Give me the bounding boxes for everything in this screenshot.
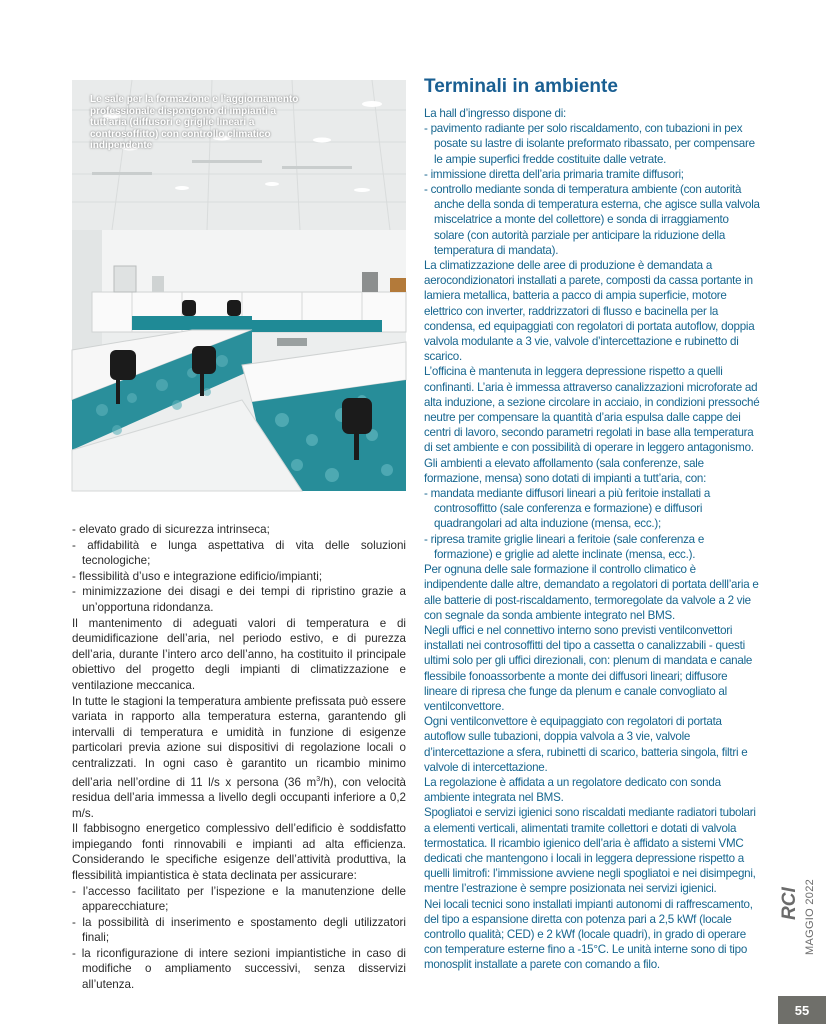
list-item: - flessibilità d’uso e integrazione edificio/impianti; — [72, 569, 406, 585]
list-item: - l’accesso facilitato per l’ispezione e la manutenzione delle apparecchiature; — [72, 884, 406, 915]
hall-list — [424, 121, 760, 258]
list-item: - ripresa tramite griglie lineari a feritoie (sale conferenza e formazione) e griglie ad alette inclinate (mensa, ecc.). — [424, 532, 760, 562]
list-item: - immissione diretta dell’aria primaria tramite diffusori; — [424, 167, 760, 182]
paragraph: Il mantenimento di adeguati valori di temperatura e di deumidificazione dell’aria, nel periodo estivo, e di purezza dell’aria, durante l’intero arco dell’anno, ha costituito il principale obiettivo del progetto degli impianti di climatizzazione e ventilazione meccanica. — [72, 616, 406, 692]
affollamento-list — [424, 486, 760, 562]
paragraph: Negli uffici e nel connettivo interno sono previsti ventilconvettori installati nei controsoffitti del tipo a cassetta o canalizzabili - questi ultimi solo per gli uffici direzionali, con: plenum di mandata e canale flessibile fonoassorbente a monte dei diffusori lineari; diffusore lineare di ripresa che funge da plenum e canale convogliato al ventilconvettore. — [424, 623, 753, 713]
magazine-logo: RCI — [779, 887, 800, 920]
paragraph: Gli ambienti a elevato affollamento (sala conferenze, sale formazione, mensa) sono dotati di impianti a tutt’aria, con: — [424, 456, 707, 485]
list-item: - pavimento radiante per solo riscaldamento, con tubazioni in pex posate su lastre di isolante preformato ribassato, per compensare le ampie superfici fredde costituite dalle vetrate. — [424, 121, 760, 167]
section-title: Terminali in ambiente — [424, 76, 618, 97]
requirements-list — [72, 522, 406, 616]
list-item: - mandata mediante diffusori lineari a più feritoie installati a controsoffitto (sale conferenza e formazione) e diffusori quadrangolari ad alta induzione (mensa, ecc.); — [424, 486, 760, 532]
paragraph: In tutte le stagioni la temperatura ambiente prefissata può essere variata in rapporto alla temperatura esterna, garantendo gli intervalli di temperatura e umidità in funzione di esigenze particolari previa azione sui dispositivi di regolazione locali o centralizzati. In ogni caso è garantito un ricambio minimo dell’aria nell’ordine di 11 l/s x persona (36 $m^3/h$), con velocità residua dell’aria immessa a livello degli occupanti inferiore a 0,2 m/s. — [72, 694, 406, 820]
page-number: 55 — [794, 1003, 810, 1018]
issue-date: MAGGIO 2022 — [804, 878, 816, 955]
list-item: - minimizzazione dei disagi e dei tempi di ripristino grazie a un’opportuna ridondanza. — [72, 584, 406, 615]
paragraph: La hall d’ingresso dispone di: — [424, 107, 567, 120]
paragraph: Il fabbisogno energetico complessivo dell’edificio è soddisfatto impiegando fonti rinnovabili e impianti ad alta efficienza. Considerando le specifiche esigenze dell’attività produttiva, la flessibilità impiantistica è stata declinata per assicurare: — [72, 822, 406, 882]
paragraph: Ogni ventilconvettore è equipaggiato con regolatori di portata autoflow sulle tubazioni, doppia valvola a 3 vie, valvole d’intercettazione a sfera, rubinetti di scarico, batteria singola, filtri e valvole di intercettazione. — [424, 715, 748, 774]
list-item: - la riconfigurazione di intere sezioni impiantistiche in caso di modifiche o ampliamento successivi, senza disservizi all’utenza. — [72, 946, 406, 993]
paragraph: La climatizzazione delle aree di produzione è demandata a aerocondizionatori installati a parete, composti da cassa portante in lamiera metallica, batteria a pacco di ampia superficie, motore elettrico con inverter, raddrizzatori di flusso e bacinella per la condensa, ed equipaggiati con regolatori di portata autoflow, doppia valvola modulante a 3 vie, valvole d’intercettazione e rubinetto di scarico. — [424, 259, 755, 364]
list-item: - la possibilità di inserimento e spostamento degli utilizzatori finali; — [72, 915, 406, 946]
left-text-column — [72, 522, 406, 993]
list-item: - elevato grado di sicurezza intrinseca; — [72, 522, 406, 538]
paragraph: La regolazione è affidata a un regolatore dedicato con sonda ambiente integrata nel BMS. — [424, 775, 721, 805]
list-item: - affidabilità e lunga aspettativa di vita delle soluzioni tecnologiche; — [72, 538, 406, 569]
photo-caption: Le sale per la formazione e l’aggiornamento professionale dispongono di impianti a tutt’aria (diffusori e griglie lineari a controsoffitto) con controllo climatico indipendente — [90, 94, 299, 152]
flexibility-list — [72, 884, 406, 993]
paragraph: Per ognuna delle sale formazione il controllo climatico è indipendente dalle altre, demandato a regolatori di portata delll’aria e alle batterie di post-riscaldamento, termoregolate da valvole a 2 vie con segnale da sonda ambiente integrato nel BMS. — [424, 563, 759, 622]
paragraph: Nei locali tecnici sono installati impianti autonomi di raffrescamento, del tipo a espansione diretta con potenza pari a 2,5 kWf (locale controllo qualità; CED) e 2 kWf (locale quadri), in grado di operare con temperature esterne fino a -15°C. Le unità interne sono di tipo monosplit installate a parete con comando a filo. — [424, 897, 753, 972]
right-text-column — [424, 106, 760, 973]
paragraph: Spogliatoi e servizi igienici sono riscaldati mediante radiatori tubolari a elementi verticali, alimentati tramite collettori e dotati di valvola termostatica. Il ricambio igienico dell’aria è affidato a sistemi VMC dedicati che mantengono i locali in leggera depressione rispetto a quelli limitrofi: l’immissione avviene negli spogliatoi e nei disimpegni, mentre l’estrazione è sempre posizionata nei servizi igienici. — [424, 806, 756, 896]
list-item: - controllo mediante sonda di temperatura ambiente (con autorità anche della sonda di temperatura esterna, che agisce sulla valvola miscelatrice a monte del collettore) e sonda di irraggiamento solare (con autorità parziale per anticipare la riduzione della temperatura di mandata). — [424, 182, 760, 258]
paragraph: L’officina è mantenuta in leggera depressione rispetto a quelli confinanti. L’aria è immessa attraverso canalizzazioni microforate ad alta induzione, a sezione circolare in acciaio, in condizioni pressoché neutre per compensare la quantità d’aria espulsa dalle cappe dei centri di lavoro, secondo parametri regolati in base alla temperatura di set ambiente e con possibilità di operare in leggero antagonismo. — [424, 365, 760, 455]
photo-credit: ©Tecnoedilizia — [78, 504, 87, 556]
